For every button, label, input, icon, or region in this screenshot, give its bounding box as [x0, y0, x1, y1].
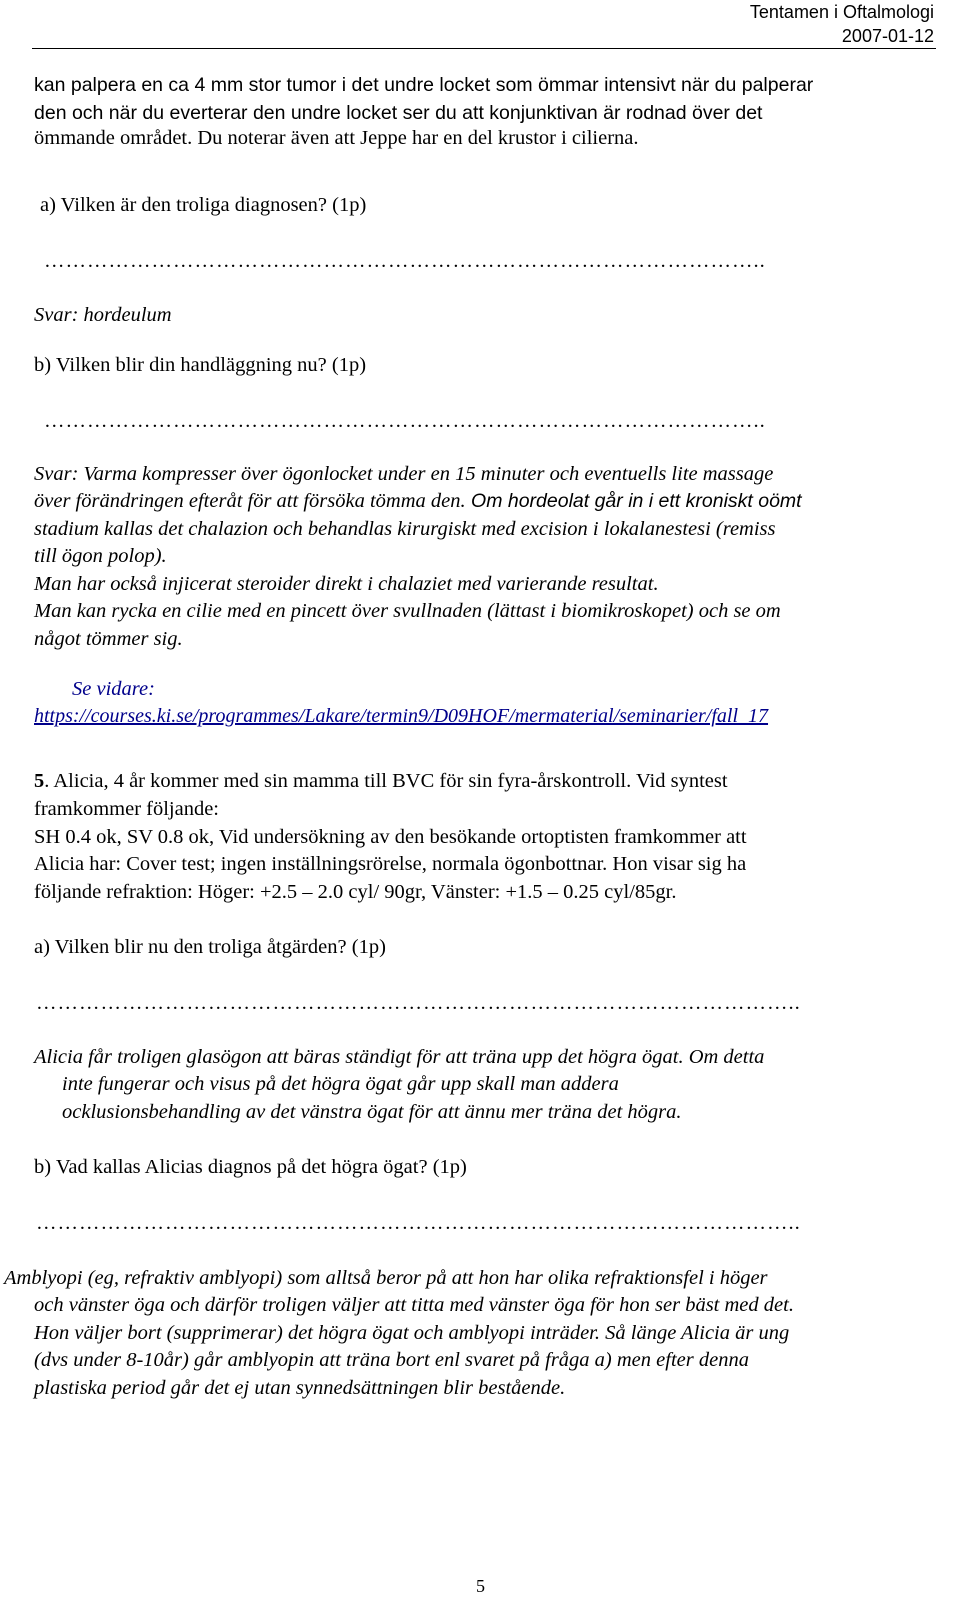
case5-svar-b-line-4: (dvs under 8-10år) går amblyopin att träna bort enl svaret på fråga a) men efter denna — [34, 1349, 749, 1371]
case4-svar-b-line-7: något tömmer sig. — [34, 628, 183, 650]
header-title: Tentamen i Oftalmologi — [749, 2, 934, 22]
case5-answer-line-b: …………………………………………………………………………………………….. — [36, 1212, 801, 1234]
case5-line-3: SH 0.4 ok, SV 0.8 ok, Vid undersökning av den besökande ortoptisten framkommer att — [34, 826, 747, 848]
case5-svar-a-line-1: Alicia får troligen glasögon att bäras ständigt för att träna upp det högra ögat. Om detta — [34, 1046, 765, 1068]
case5-svar-b-line-1: Amblyopi (eg, refraktiv amblyopi) som alltså beror på att hon har olika refraktionsfel i höger — [4, 1267, 768, 1289]
case4-svar-b-line-3: stadium kallas det chalazion och behandlas kirurgiskt med excision i lokalanestesi (remiss — [34, 518, 776, 540]
case5-question-b: b) Vad kallas Alicias diagnos på det högra ögat? (1p) — [34, 1156, 467, 1178]
case4-svar-b-line-2-tail: Om hordeolat går in i ett kroniskt oömt — [465, 490, 802, 512]
case5-number: 5 — [34, 770, 45, 792]
case5-question-a: a) Vilken blir nu den troliga åtgärden? (1p) — [34, 936, 386, 958]
case5-svar-b-line-3: Hon väljer bort (supprimerar) det högra ögat och amblyopi inträder. Så länge Alicia är ung — [34, 1322, 790, 1344]
case4-svar-b-line-4: till ögon polop). — [34, 545, 167, 567]
case4-se-vidare: Se vidare: — [72, 678, 155, 700]
case4-svar-b-line-1: Svar: Varma kompresser över ögonlocket under en 15 minuter och eventuells lite massage — [34, 463, 774, 485]
case5-line-2: framkommer följande: — [34, 798, 220, 820]
case4-answer-line-b: ……………………………………………………………………………………….. — [44, 410, 766, 432]
case4-svar-b-line-2-italic: över förändringen efteråt för att försöka tömma den. — [34, 490, 466, 512]
case4-intro-line-3: ömmande området. Du noterar även att Jeppe har en del krustor i cilierna. — [34, 127, 639, 149]
header-date: 2007-01-12 — [841, 26, 934, 46]
case4-question-b: b) Vilken blir din handläggning nu? (1p) — [34, 354, 367, 376]
case4-svar-a: Svar: hordeulum — [34, 304, 172, 326]
case4-intro-line-1: kan palpera en ca 4 mm stor tumor i det undre locket som ömmar intensivt när du palperar — [34, 74, 814, 96]
case5-svar-b-line-2: och vänster öga och därför troligen väljer att titta med vänster öga för hon ser bäst med det. — [34, 1294, 794, 1316]
case4-question-a: a) Vilken är den troliga diagnosen? (1p) — [40, 194, 367, 216]
case5-line-1-text: . Alicia, 4 år kommer med sin mamma till BVC för sin fyra-årskontroll. Vid syntest — [44, 770, 728, 792]
page-number: 5 — [476, 1576, 485, 1596]
case4-svar-b-line-5: Man har också injicerat steroider direkt i chalaziet med varierande resultat. — [34, 573, 659, 595]
case5-line-4: Alicia har: Cover test; ingen inställningsrörelse, normala ögonbottnar. Hon visar sig ha — [34, 853, 747, 875]
case5-svar-b-line-5: plastiska period går det ej utan synnedsättningen blir bestående. — [34, 1377, 566, 1399]
case4-reference-link[interactable]: https://courses.ki.se/programmes/Lakare/termin9/D09HOF/mermaterial/seminarier/fall_17 — [34, 705, 769, 727]
case4-svar-b-line-6: Man kan rycka en cilie med en pincett över svullnaden (lättast i biomikroskopet) och se om — [34, 600, 781, 622]
case4-answer-line-a: ……………………………………………………………………………………….. — [44, 250, 766, 272]
case5-answer-line-a: …………………………………………………………………………………………….. — [36, 992, 801, 1014]
case5-line-1 — [34, 770, 728, 793]
case4-intro-line-2: den och när du everterar den undre locket ser du att konjunktivan är rodnad över det — [34, 102, 763, 124]
case5-line-5: följande refraktion: Höger: +2.5 – 2.0 cyl/ 90gr, Vänster: +1.5 – 0.25 cyl/85gr. — [34, 881, 677, 903]
case4-svar-b-line-2 — [34, 490, 802, 513]
case5-svar-a-line-3: ocklusionsbehandling av det vänstra ögat för att ännu mer träna det högra. — [62, 1101, 682, 1123]
case5-svar-a-line-2: inte fungerar och visus på det högra ögat går upp skall man addera — [62, 1073, 619, 1095]
header-divider — [32, 48, 936, 49]
